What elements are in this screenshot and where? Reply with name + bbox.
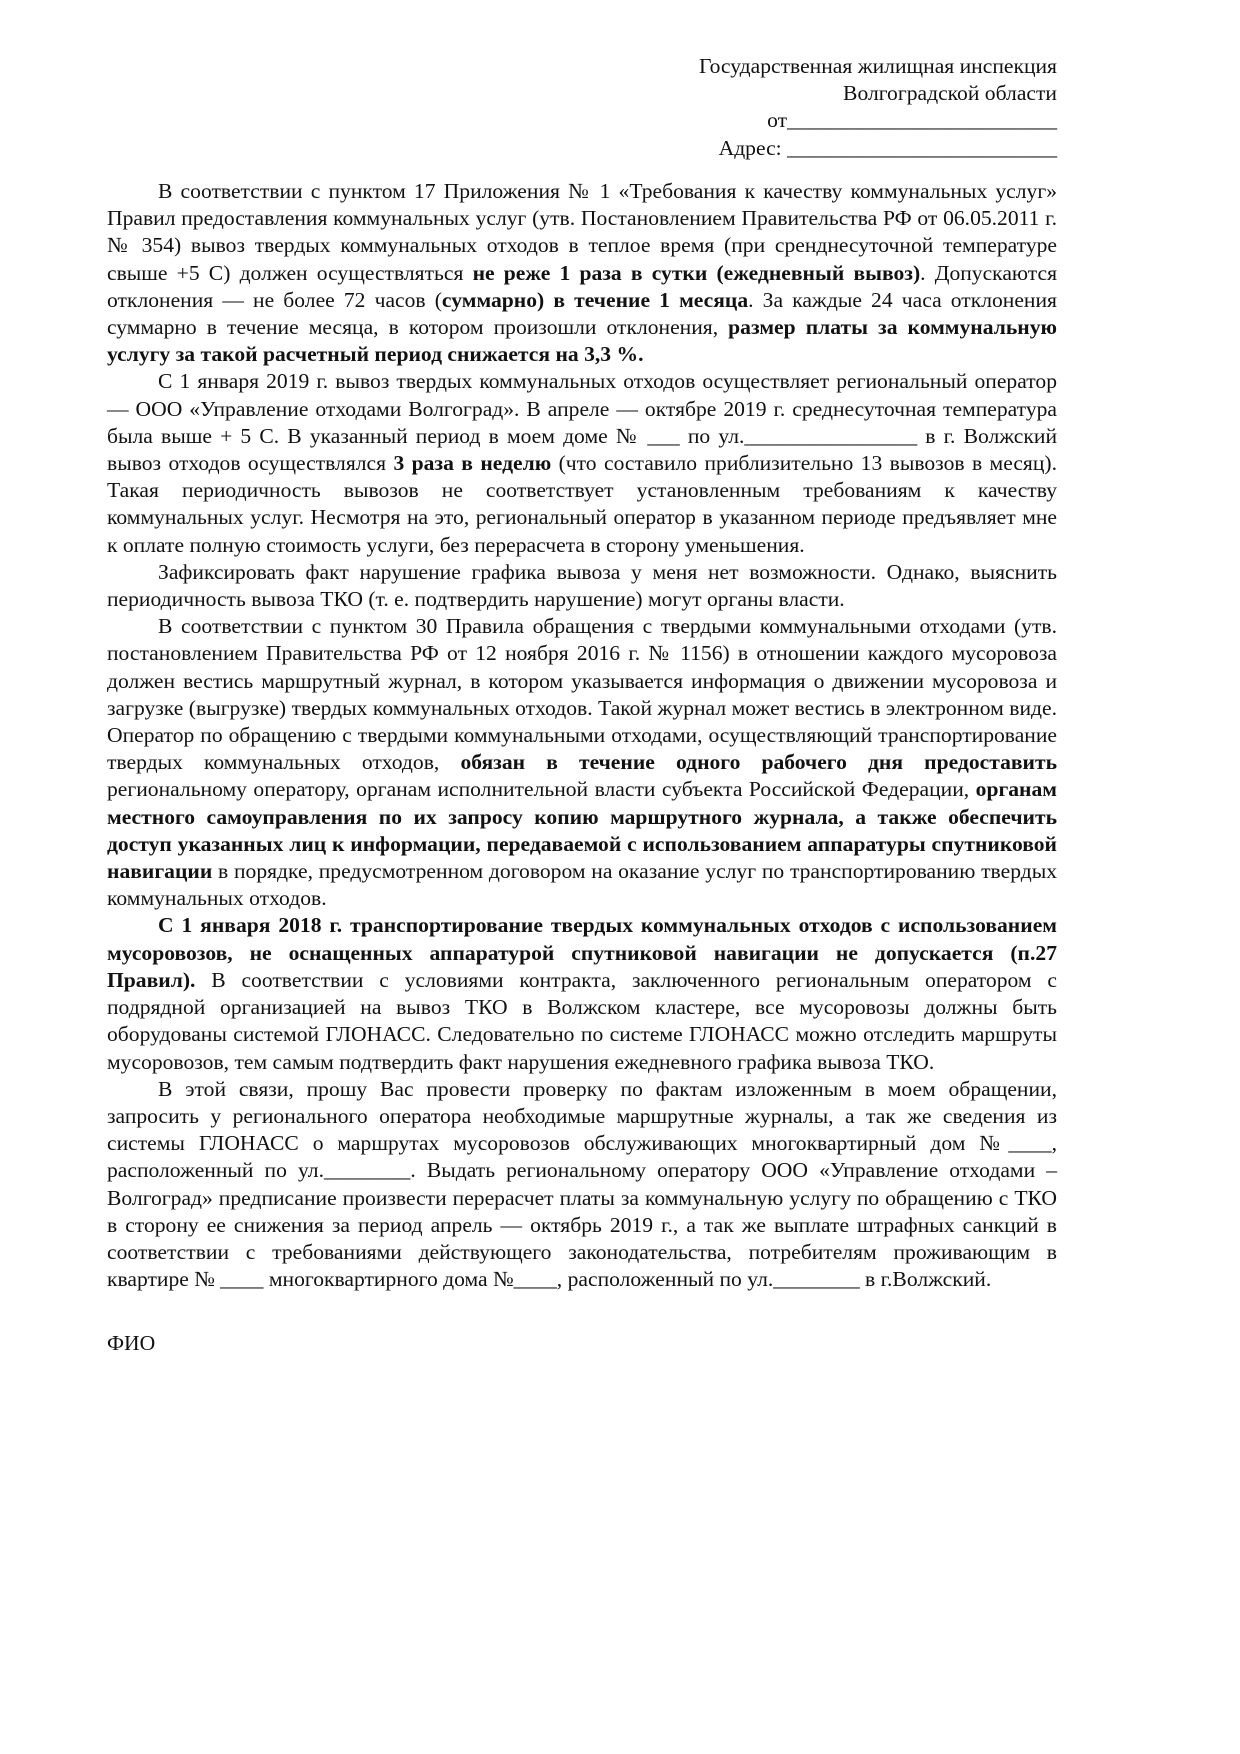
bold-text: не реже 1 раза в сутки (ежедневный вывоз) bbox=[472, 260, 921, 285]
bold-text: обязан в течение одного рабочего дня предоставить bbox=[460, 750, 1057, 775]
text-segment: в порядке, предусмотренном договором на оказание услуг по транспортированию твердых коммунальных отходов. bbox=[107, 859, 1057, 911]
sender-from-line: от_________________________ bbox=[767, 108, 1057, 133]
recipient-line: Волгоградской области bbox=[843, 81, 1057, 106]
text-segment: . Допускаются отклонения — не более 72 часов ( bbox=[107, 260, 1057, 312]
recipient-block bbox=[457, 53, 1057, 162]
paragraph bbox=[107, 178, 1057, 368]
text-segment: Зафиксировать факт нарушение графика вывоза у меня нет возможности. Однако, выяснить периодичность вывоза ТКО (т. е. подтвердить нарушение) могут органы власти. bbox=[107, 559, 1057, 612]
sender-address-line: Адрес: _________________________ bbox=[718, 135, 1057, 160]
paragraph bbox=[107, 912, 1057, 1075]
bold-text: размер платы за коммунальную услугу за такой расчетный период снижается на 3,3 %. bbox=[107, 315, 1058, 367]
paragraph bbox=[107, 1076, 1057, 1294]
text-segment: В этой связи, прошу Вас провести проверку по фактам изложенным в моем обращении, запросить у регионального оператора необходимые маршрутные журналы, а так же сведения из системы ГЛОНАСС о маршрутах мусоровозов обслуживающих многоквартирный дом №____, расположенный по ул.________. Выдать региональному оператору ООО «Управление отходами – Волгоград» предписание произвести перерасчет платы за коммунальную услугу по обращению с ТКО в сторону ее снижения за период апрель — октябрь 2019 г., а так же выплате штрафных санкций в соответствии с требованиями действующего законодательства, потребителям проживающим в квартире № ____ многоквартирного дома №____, расположенный по ул.________ в г.Волжский. bbox=[107, 1076, 1057, 1292]
text-segment: . За каждые 24 часа отклонения суммарно в течение месяца, в котором произошли отклонения, bbox=[107, 287, 1057, 340]
text-segment: С 1 января 2019 г. вывоз твердых коммунальных отходов осуществляет региональный оператор — ООО «Управление отходами Волгоград». В апреле — октябре 2019 г. среднесуточная температура была выше + 5 С. В указанный период в моем доме № ___ по ул.________________ в г. Волжский вывоз отходов осуществлялся bbox=[107, 369, 1057, 476]
bold-text: 3 раза в неделю bbox=[393, 451, 552, 476]
recipient-line: Государственная жилищная инспекция bbox=[698, 54, 1057, 78]
text-segment: В соответствии с пунктом 17 Приложения № 1 «Требования к качеству коммунальных услуг» Правил предоставления коммунальных услуг (утв. Постановлением Правительства РФ от 06.05.2011 г. № 354) вывоз твердых коммунальных отходов в теплое время (при сренднесуточной температуре свыше +5 С) должен осуществляться bbox=[107, 179, 1057, 285]
paragraph bbox=[107, 613, 1057, 912]
signature-label: ФИО bbox=[107, 1331, 156, 1355]
paragraph bbox=[107, 368, 1057, 558]
letter-body bbox=[107, 178, 1057, 1293]
bold-text: суммарно) в течение 1 месяца bbox=[441, 287, 749, 312]
text-segment: (что составило приблизительно 13 вывозов в месяц). Такая периодичность вывозов не соответствует установленным требованиям к качеству коммунальных услуг. Несмотря на это, региональный оператор в указанном периоде предъявляет мне к оплате полную стоимость услуги, без перерасчета в сторону уменьшения. bbox=[107, 451, 1058, 557]
text-segment: В соответствии с условиями контракта, заключенного региональным оператором с подрядной организацией на вывоз ТКО в Волжском кластере, все мусоровозы должны быть оборудованы системой ГЛОНАСС. Следовательно по системе ГЛОНАСС можно отследить маршруты мусоровозов, тем самым подтвердить факт нарушения ежедневного графика вывоза ТКО. bbox=[107, 967, 1057, 1074]
text-segment: В соответствии с пунктом 30 Правила обращения с твердыми коммунальными отходами (утв. постановлением Правительства РФ от 12 ноября 2016 г. № 1156) в отношении каждого мусоровоза должен вестись маршрутный журнал, в котором указывается информация о движении мусоровоза и загрузке (выгрузке) твердых коммунальных отходов. Такой журнал может вестись в электронном виде. Оператор по обращению с твердыми коммунальными отходами, осуществляющий транспортирование твердых коммунальных отходов, bbox=[107, 614, 1057, 775]
paragraph bbox=[107, 559, 1057, 613]
text-segment: региональному оператору, органам исполнительной власти субъекта Российской Федерации, bbox=[107, 777, 976, 802]
bold-text: органам местного самоуправления по их запросу копию маршрутного журнала, а также обеспечить доступ указанных лиц к информации, передаваемой с использованием аппаратуры спутниковой навигации bbox=[107, 777, 1057, 884]
bold-text: С 1 января 2018 г. транспортирование твердых коммунальных отходов с использованием мусоровозов, не оснащенных аппаратурой спутниковой навигации не допускается (п.27 Правил). bbox=[107, 913, 1057, 992]
